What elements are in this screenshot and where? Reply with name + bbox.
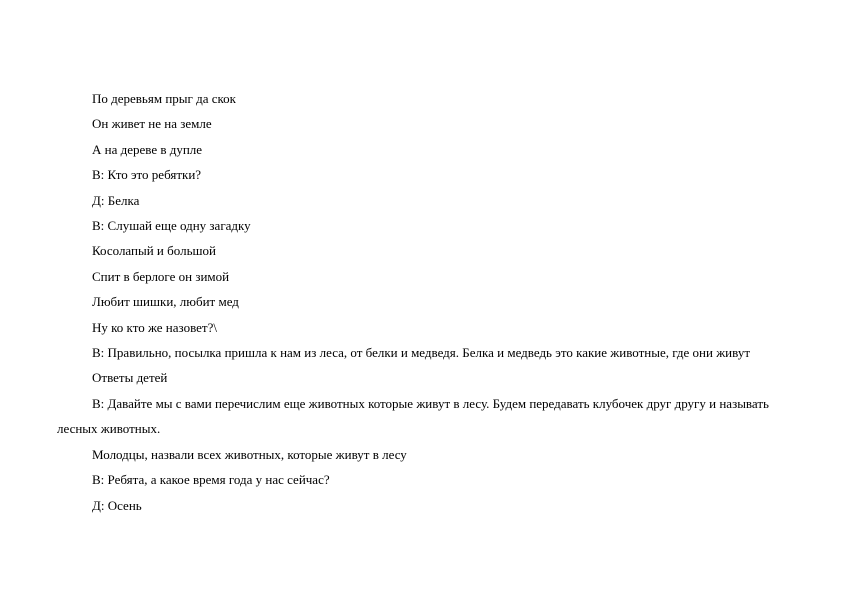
children-answers: Ответы детей: [92, 370, 168, 386]
teacher-praise: Молодцы, назвали всех животных, которые живут в лесу: [92, 446, 407, 462]
teacher-paragraph: В: Давайте мы с вами перечислим еще животных которые живут в лесу. Будем передавать клубочек друг другу и называть лесных животных.: [57, 395, 769, 437]
teacher-paragraph: В: Правильно, посылка пришла к нам из леса, от белки и медведя. Белка и медведь это какие животные, где они живут: [92, 345, 751, 361]
riddle-line-3: А на дереве в дупле: [92, 141, 203, 157]
riddle-line-6: Любит шишки, любит мед: [92, 294, 239, 310]
document-body: [57, 86, 772, 518]
teacher-line: В: Слушай еще одну загадку: [92, 218, 251, 234]
riddle-line-2: Он живет не на земле: [92, 116, 212, 132]
teacher-question: В: Ребята, а какое время года у нас сейчас?: [92, 472, 330, 488]
riddle-line-5: Спит в берлоге он зимой: [92, 268, 230, 284]
teacher-question: В: Кто это ребятки?: [92, 167, 202, 183]
riddle-line-1: По деревьям прыг да скок: [92, 91, 236, 106]
riddle-line-7: Ну ко кто же назовет?\: [92, 319, 217, 335]
children-answer: Д: Осень: [92, 497, 142, 513]
riddle-line-4: Косолапый и большой: [92, 243, 216, 259]
children-answer: Д: Белка: [92, 192, 140, 208]
